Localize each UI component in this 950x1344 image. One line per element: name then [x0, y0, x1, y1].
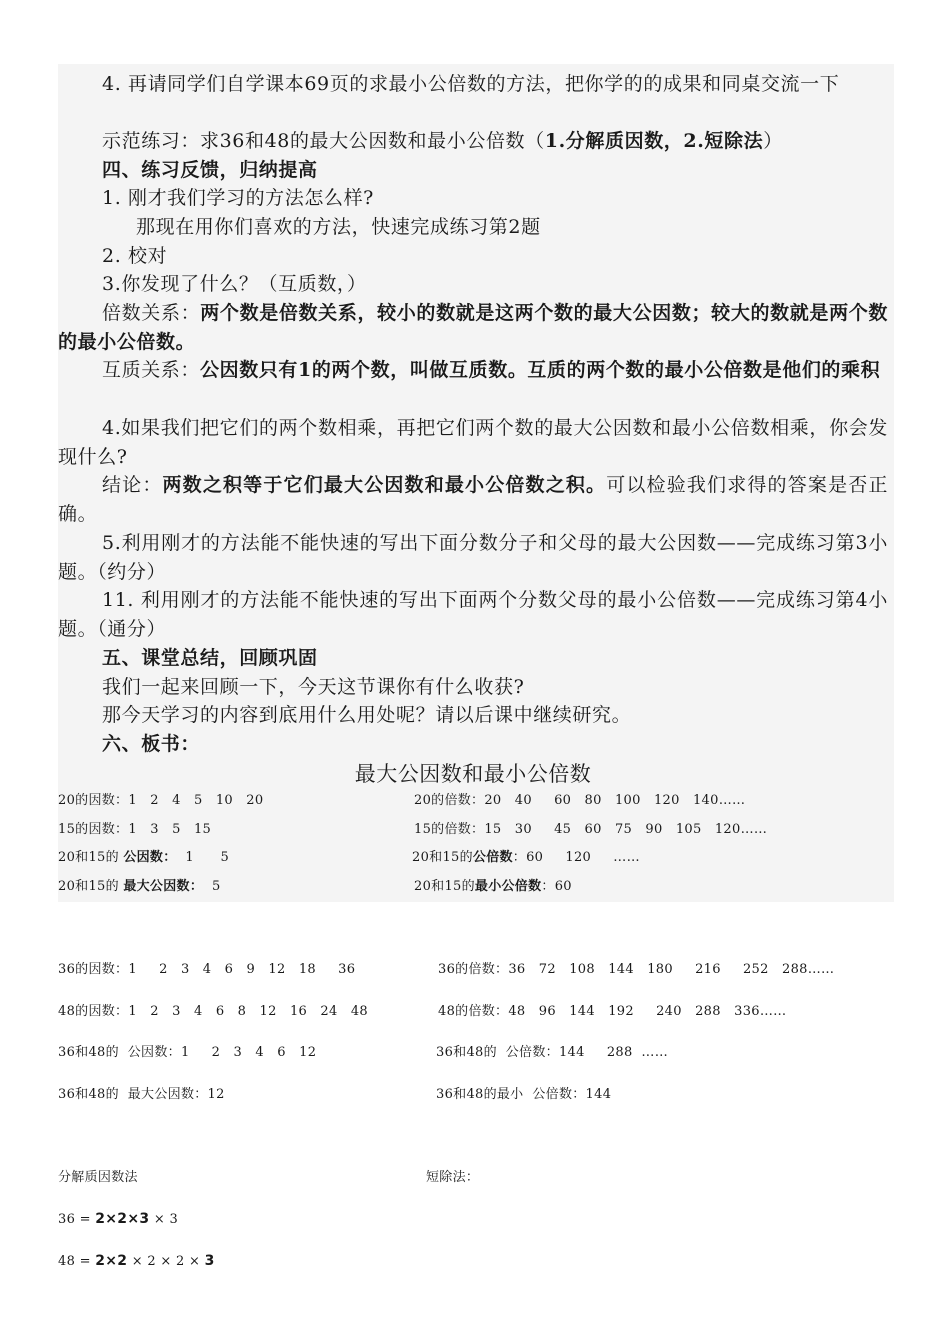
board2-lcm: 36和48的最小 公倍数：144 — [436, 1087, 612, 1102]
heading-section-6: 六、板书： — [102, 733, 201, 755]
question-11: 11. 利用刚才的方法能不能快速的写出下面两个分数父母的最小公倍数——完成练习第4小题。（通分） — [58, 589, 888, 640]
paragraph-step-4: 4. 再请同学们自学课本69页的求最小公倍数的方法，把你学的的成果和同桌交流一下 — [102, 73, 840, 95]
paragraph-multiple-relation: 倍数关系：两个数是倍数关系，较小的数就是这两个数的最大公因数；较大的数就是两个数的最小公倍数。 — [58, 302, 888, 353]
question-4: 4.如果我们把它们的两个数相乘，再把它们两个数的最大公因数和最小公倍数相乘，你会发现什么? — [58, 417, 888, 468]
factorization-48: 48 = 2×2 × 2 × 2 × 3 — [58, 1253, 215, 1269]
board-title: 最大公因数和最小公倍数 — [354, 762, 592, 786]
board1-multiples-20: 20的倍数：20 40 60 80 100 120 140…… — [414, 793, 746, 808]
question-2: 2. 校对 — [102, 245, 168, 267]
factorization-36: 36 = 2×2×3 × 3 — [58, 1211, 179, 1227]
paragraph-demo-practice: 示范练习：求36和48的最大公因数和最小公倍数（1.分解质因数，2.短除法） — [102, 130, 783, 152]
board1-gcd: 20和15的 最大公因数： 5 — [58, 879, 221, 894]
method-short-division: 短除法： — [426, 1170, 480, 1185]
board1-factors-15: 15的因数：1 3 5 15 — [58, 822, 212, 837]
question-3: 3.你发现了什么？（互质数，） — [102, 273, 367, 295]
method-prime-factorization: 分解质因数法 — [58, 1170, 138, 1185]
question-1: 1. 刚才我们学习的方法怎么样? — [102, 187, 374, 209]
board2-factors-36: 36的因数：1 2 3 4 6 9 12 18 36 — [58, 962, 356, 977]
paragraph-coprime-relation: 互质关系：公因数只有1的两个数，叫做互质数。互质的两个数的最小公倍数是他们的乘积 — [102, 359, 881, 381]
summary-line-1: 我们一起来回顾一下，今天这节课你有什么收获? — [102, 676, 525, 698]
board1-common-multiples: 20和15的公倍数：60 120 …… — [412, 850, 640, 865]
question-5: 5.利用刚才的方法能不能快速的写出下面分数分子和父母的最大公因数——完成练习第3小题。（约分） — [58, 532, 888, 583]
board2-multiples-36: 36的倍数：36 72 108 144 180 216 252 288…… — [438, 962, 835, 977]
board2-multiples-48: 48的倍数：48 96 144 192 240 288 336…… — [438, 1004, 787, 1019]
question-1-followup: 那现在用你们喜欢的方法，快速完成练习第2题 — [136, 216, 541, 238]
board2-factors-48: 48的因数：1 2 3 4 6 8 12 16 24 48 — [58, 1004, 369, 1019]
paragraph-conclusion: 结论：两数之积等于它们最大公因数和最小公倍数之积。可以检验我们求得的答案是否正确。 — [58, 474, 889, 525]
board1-factors-20: 20的因数：1 2 4 5 10 20 — [58, 793, 264, 808]
summary-line-2: 那今天学习的内容到底用什么用处呢？请以后课中继续研究。 — [102, 704, 632, 726]
board1-common-factors: 20和15的 公因数： 1 5 — [58, 850, 230, 865]
board2-gcd: 36和48的 最大公因数：12 — [58, 1087, 225, 1102]
board2-common-multiples: 36和48的 公倍数：144 288 …… — [436, 1045, 669, 1060]
board1-multiples-15: 15的倍数：15 30 45 60 75 90 105 120…… — [414, 822, 768, 837]
board2-common-factors: 36和48的 公因数：1 2 3 4 6 12 — [58, 1045, 317, 1060]
board1-lcm: 20和15的最小公倍数：60 — [414, 879, 572, 894]
heading-section-4: 四、练习反馈，归纳提高 — [102, 159, 318, 181]
heading-section-5: 五、课堂总结，回顾巩固 — [102, 647, 318, 669]
